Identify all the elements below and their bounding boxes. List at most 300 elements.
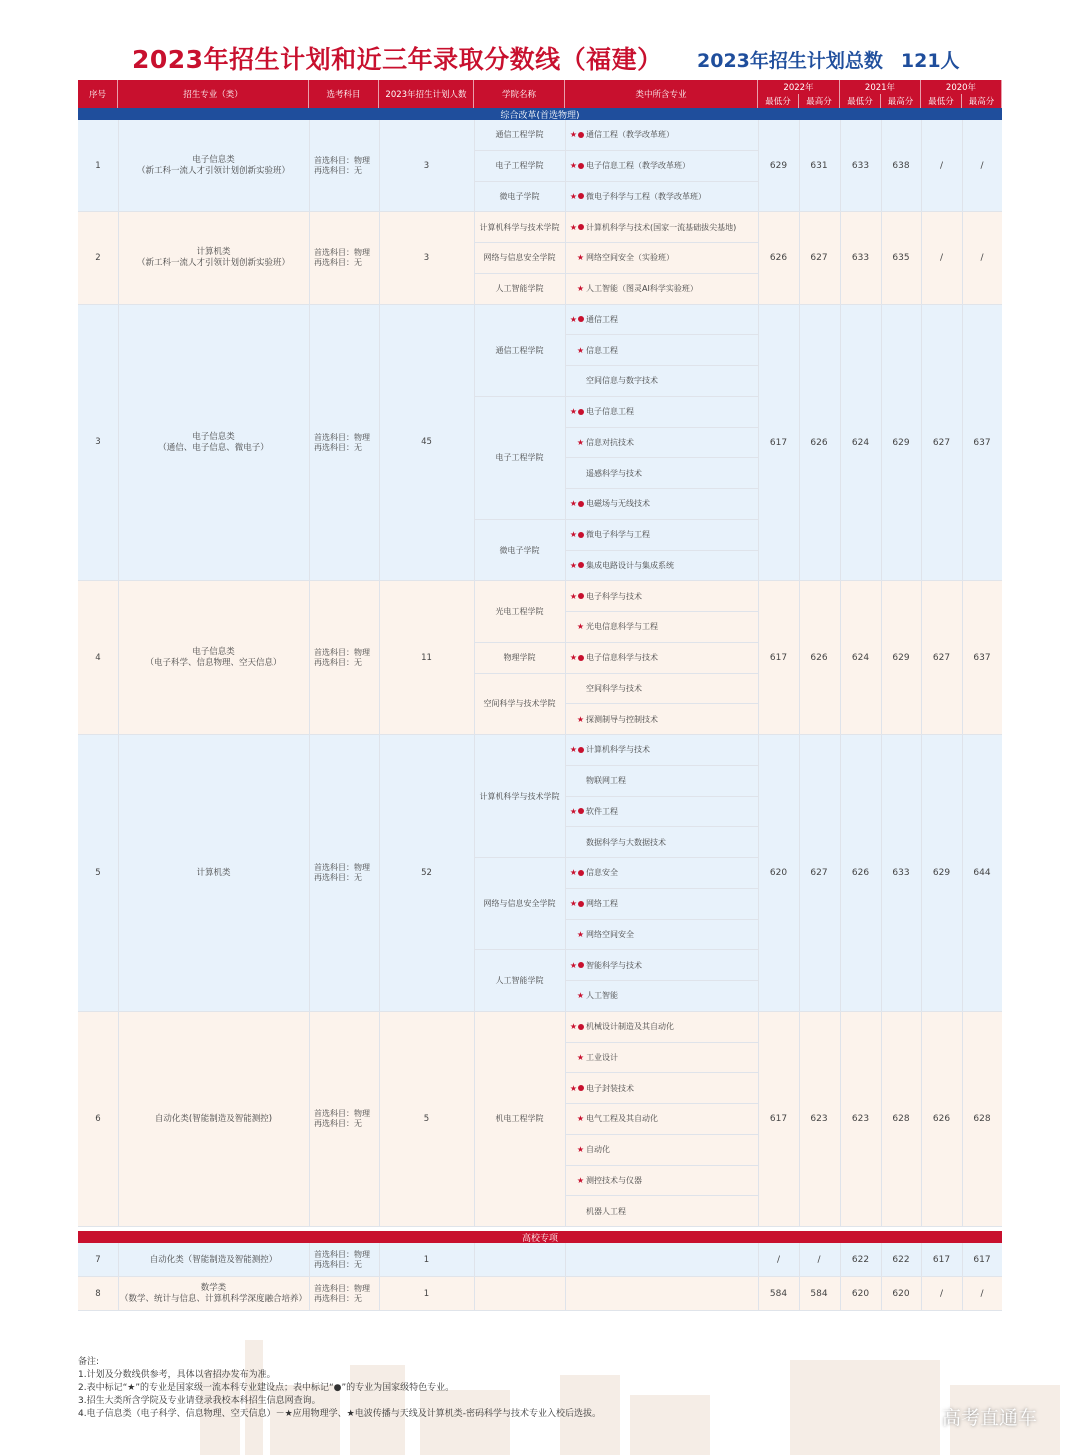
marker [565,499,584,508]
major-name [118,735,309,1012]
included-major-name: 工业设计 [586,1052,618,1062]
included-major [565,305,758,336]
marker [565,253,584,262]
column-divider [309,212,310,303]
major-name-line: 电子信息类 [192,647,235,658]
min-score: 633 [851,253,870,264]
subject-line: 再选科目：无 [314,658,362,668]
major-name-line: （新工科一流人才引领计划创新实验班） [136,258,290,269]
major-name-line: （通信、电子信息、微电子） [158,442,269,453]
subject-line: 首选科目：物理 [314,863,370,873]
column-divider [474,1277,475,1310]
subject-line: 再选科目：无 [314,442,362,452]
max-score: 637 [973,653,991,664]
star-icon: ★ [576,714,584,724]
star-icon: ★ [576,1175,584,1185]
header-major: 招生专业（类） [118,80,309,108]
min-score: 626 [851,868,870,879]
table-row [78,120,1002,212]
star-icon: ★ [569,314,577,324]
star-icon: ★ [576,991,584,1001]
included-major [565,182,758,213]
min-score: / [939,1289,944,1299]
header-year-2022: 2022年 [758,80,840,94]
column-divider [309,1012,310,1226]
marker [565,161,584,170]
major-name-line: 计算机类 [196,867,231,878]
star-icon: ★ [569,499,577,509]
included-major [565,212,758,243]
marker [565,315,584,324]
subject-line: 首选科目：物理 [314,1250,370,1259]
page-title: 2023年招生计划和近三年录取分数线（福建） [132,45,663,74]
star-icon: ★ [569,868,577,878]
included-major [565,827,758,858]
table-row [78,581,1002,735]
subject-line: 首选科目：物理 [314,1284,370,1293]
included-major-name: 信息对抗技术 [586,437,634,447]
included-major-name: 软件工程 [586,806,618,816]
star-icon: ★ [569,130,577,140]
included-major [565,674,758,705]
included-major [565,1104,758,1135]
included-major-name: 网络空间安全 [586,929,634,939]
included-major [565,520,758,551]
major-name-line: （电子科学、信息物理、空天信息） [145,658,282,669]
subject-line: 再选科目：无 [314,1294,362,1303]
major-name-line: 自动化类（智能制造及智能测控） [149,1254,278,1265]
subject-line: 首选科目：物理 [314,156,370,166]
dot-icon [578,593,584,599]
included-major [565,735,758,766]
college-name: 光电工程学院 [474,581,565,643]
plan-count: 45 [421,437,432,448]
row-number: 1 [95,160,101,171]
included-major-name: 探测制导与控制技术 [586,714,658,724]
marker [565,745,584,754]
row-number: 4 [95,652,101,663]
marker [565,1053,584,1062]
star-icon: ★ [569,1022,577,1032]
header-max: 最高分 [881,94,921,108]
dot-icon [578,132,584,138]
header-college: 学院名称 [474,80,565,108]
subject-line: 再选科目：无 [314,873,362,883]
major-name-line: （数学、统计与信息、计算机科学深度融合培养） [119,1294,307,1304]
included-major-name: 空间科学与技术 [586,683,642,693]
college-name: 微电子学院 [474,520,565,582]
dot-icon [578,962,584,968]
max-score: / [980,161,984,172]
included-major-name: 机械设计制造及其自动化 [586,1022,674,1032]
college-name: 计算机科学与技术学院 [474,735,565,858]
header-min: 最低分 [921,94,962,108]
column-divider [565,1243,566,1276]
max-score: 629 [892,437,910,448]
max-score: / [817,1255,821,1265]
plan-count: 5 [423,1113,430,1124]
column-divider [309,305,310,581]
dot-icon [578,747,584,753]
min-score: 623 [851,1114,870,1125]
included-major-name: 微电子科学与工程 [586,530,650,540]
total-label: 2023年招生计划总数 [697,50,883,72]
included-major [565,858,758,889]
included-major-name: 微电子科学与工程（教学改革班） [586,191,706,201]
min-score: 629 [932,868,951,879]
subject-requirement [314,648,380,668]
min-score: 617 [932,1255,951,1265]
min-score: 622 [851,1255,870,1265]
included-major-name: 电子信息科学与技术 [586,653,658,663]
star-icon: ★ [569,560,577,570]
star-icon: ★ [569,530,577,540]
college-name: 计算机科学与技术学院 [474,212,565,243]
included-major-name: 网络空间安全（实验班） [586,253,674,263]
included-major-name: 电子封装技术 [586,1083,634,1093]
max-score: 644 [973,868,991,879]
marker [565,192,584,201]
min-score: 627 [932,437,951,448]
subject-requirement [314,248,380,268]
max-score: 622 [892,1255,910,1265]
total-value: 121人 [900,50,960,72]
max-score: / [980,1289,984,1299]
dot-icon [578,901,584,907]
row-number: 5 [95,867,101,878]
min-score: 620 [769,868,788,879]
included-major [565,1073,758,1104]
included-major-name: 人工智能 [586,991,618,1001]
included-major-name: 计算机科学与技术(国家一流基础拔尖基地) [586,222,737,232]
dot-icon [578,409,584,415]
star-icon: ★ [576,253,584,263]
row-number: 2 [95,252,101,263]
included-major [565,981,758,1012]
plan-count: 1 [423,1288,430,1299]
major-name [118,1277,309,1311]
major-name [118,1243,309,1277]
max-score: 633 [892,868,910,879]
star-icon: ★ [576,1052,584,1062]
star-icon: ★ [569,222,577,232]
included-major [565,151,758,182]
min-score: 624 [851,653,870,664]
marker [565,807,584,816]
major-name-line: 自动化类(智能制造及智能测控) [154,1113,273,1124]
star-icon: ★ [569,407,577,417]
dot-icon [578,224,584,230]
subject-requirement [314,863,380,883]
college-name: 微电子学院 [474,182,565,213]
dot-icon [578,562,584,568]
marker [565,1176,584,1185]
min-score: 629 [769,161,788,172]
plan-count: 3 [423,252,430,263]
dot-icon [578,808,584,814]
included-major [565,551,758,582]
header-min: 最低分 [840,94,881,108]
header-included: 类中所含专业 [565,80,758,108]
dot-icon [578,1024,584,1030]
included-major [565,397,758,428]
college-name: 人工智能学院 [474,274,565,305]
marker [565,991,584,1000]
max-score: 623 [810,1114,828,1125]
included-major [565,1166,758,1197]
included-major [565,458,758,489]
included-major-name: 光电信息科学与工程 [586,622,658,632]
included-major-name: 自动化 [586,1145,610,1155]
college-name: 电子工程学院 [474,397,565,520]
college-name: 电子工程学院 [474,151,565,182]
included-major-name: 通信工程 [586,314,618,324]
column-divider [309,735,310,1011]
min-score: 617 [769,653,788,664]
included-major [565,274,758,305]
included-major-name: 计算机科学与技术 [586,745,650,755]
min-score: 617 [769,437,788,448]
min-score: 633 [851,161,870,172]
subject-line: 再选科目：无 [314,1119,362,1129]
table-row [78,735,1002,1012]
marker [565,899,584,908]
marker [565,438,584,447]
dot-icon [578,163,584,169]
marker [565,346,584,355]
row-number: 8 [95,1288,101,1299]
marker [565,284,584,293]
college-name: 通信工程学院 [474,305,565,397]
subject-line: 再选科目：无 [314,258,362,268]
included-major [565,766,758,797]
dot-icon [578,501,584,507]
table-row [78,1277,1002,1311]
included-major-name: 信息工程 [586,345,618,355]
star-icon: ★ [576,437,584,447]
marker [565,1084,584,1093]
included-major-name: 通信工程（教学改革班） [586,130,674,140]
header-no: 序号 [78,80,118,108]
college-name: 物理学院 [474,643,565,674]
major-name [118,1012,309,1227]
row-number: 6 [95,1113,101,1124]
included-major [565,1196,758,1227]
marker [565,622,584,631]
star-icon: ★ [569,960,577,970]
star-icon: ★ [576,929,584,939]
included-major-name: 机器人工程 [586,1206,626,1216]
marker [565,592,584,601]
subject-requirement [314,1284,380,1304]
included-major [565,1043,758,1074]
column-divider [565,1277,566,1310]
subject-line: 首选科目：物理 [314,648,370,658]
marker [565,961,584,970]
note-line: 2.表中标记“★”的专业是国家级一流本科专业建设点；表中标记“●”的专业为国家级特色专业。 [78,1383,455,1393]
major-name [118,120,309,212]
subject-requirement [314,1109,380,1129]
note-line: 4.电子信息类（电子科学、信息物理、空天信息）－★应用物理学、★电波传播与天线及计算机类-密码科学与技术专业入校后选拔。 [78,1409,601,1419]
subject-line: 首选科目：物理 [314,1109,370,1119]
max-score: 637 [973,437,991,448]
header-min: 最低分 [758,94,799,108]
included-major [565,243,758,274]
included-major [565,120,758,151]
included-major [565,920,758,951]
plan-count: 3 [423,160,430,171]
min-score: 626 [769,253,788,264]
college-name: 网络与信息安全学院 [474,858,565,950]
college-name: 通信工程学院 [474,120,565,151]
dot-icon [578,1085,584,1091]
major-name [118,581,309,735]
min-score: 624 [851,437,870,448]
included-major [565,889,758,920]
dot-icon [578,316,584,322]
subject-line: 再选科目：无 [314,1260,362,1269]
column-divider [309,581,310,734]
column-divider [309,1243,310,1276]
max-score: 617 [973,1255,991,1265]
included-major-name: 电子信息工程 [586,407,634,417]
major-name [118,212,309,304]
subject-requirement [314,156,380,176]
included-major [565,612,758,643]
star-icon: ★ [576,1145,584,1155]
section-band-comprehensive: 综合改革(首选物理) [78,108,1002,120]
major-name-line: 数学类 [200,1283,227,1293]
major-name-line: （新工科一流人才引领计划创新实验班） [136,166,290,177]
table-row [78,1012,1002,1227]
notes [78,1356,601,1421]
note-line: 3.招生大类所含学院及专业请登录我校本科招生信息网查询。 [78,1396,321,1406]
header-year-2021: 2021年 [840,80,921,94]
min-score: 617 [769,1114,788,1125]
marker [565,1145,584,1154]
row-number: 7 [95,1254,101,1265]
included-major [565,704,758,735]
major-name-line: 计算机类 [196,247,231,258]
section-band-special: 高校专项 [78,1231,1002,1243]
max-score: / [980,253,984,264]
included-major [565,1012,758,1043]
star-icon: ★ [576,1114,584,1124]
major-name [118,305,309,582]
college-name: 机电工程学院 [474,1012,565,1227]
min-score: 626 [932,1114,951,1125]
max-score: 631 [810,161,828,172]
total-plan [697,46,960,73]
marker [565,868,584,877]
column-divider [309,120,310,211]
included-major [565,581,758,612]
star-icon: ★ [569,745,577,755]
marker [565,930,584,939]
included-major-name: 遥感科学与技术 [586,468,642,478]
watermark: 高考直通车 [942,1407,1038,1429]
subject-line: 再选科目：无 [314,166,362,176]
included-major-name: 电子信息工程（教学改革班） [586,161,690,171]
included-major-name: 集成电路设计与集成系统 [586,560,674,570]
included-major [565,643,758,674]
included-major-name: 智能科学与技术 [586,960,642,970]
marker [565,530,584,539]
table-row [78,305,1002,582]
included-major [565,428,758,459]
college-name: 空间科学与技术学院 [474,674,565,736]
header-max: 最高分 [962,94,1002,108]
column-divider [474,1243,475,1276]
dot-icon [578,655,584,661]
max-score: 638 [892,161,910,172]
dot-icon [578,870,584,876]
included-major-name: 数据科学与大数据技术 [586,837,666,847]
included-major [565,366,758,397]
header-subject: 选考科目 [309,80,379,108]
college-name: 人工智能学院 [474,950,565,1012]
note-line: 备注: [78,1357,100,1367]
included-major-name: 空间信息与数字技术 [586,376,658,386]
table-header [78,80,1002,108]
included-major-name: 物联网工程 [586,776,626,786]
marker [565,407,584,416]
column-divider [309,1277,310,1310]
min-score: / [939,253,944,264]
included-major [565,950,758,981]
star-icon: ★ [569,161,577,171]
star-icon: ★ [569,1083,577,1093]
marker [565,1022,584,1031]
plan-count: 52 [421,867,432,878]
max-score: 635 [892,253,910,264]
max-score: 626 [810,653,828,664]
plan-count: 11 [421,652,432,663]
star-icon: ★ [569,191,577,201]
min-score: 584 [769,1289,788,1299]
included-major-name: 信息安全 [586,868,618,878]
included-major [565,489,758,520]
dot-icon [578,532,584,538]
major-name-line: 电子信息类 [192,155,235,166]
table-row [78,1243,1002,1277]
included-major [565,335,758,366]
included-major-name: 电磁场与无线技术 [586,499,650,509]
min-score: / [939,161,944,172]
header-year-2020: 2020年 [921,80,1002,94]
min-score: 627 [932,653,951,664]
included-major [565,797,758,828]
table-row [78,212,1002,304]
marker [565,223,584,232]
included-major-name: 人工智能（图灵AI科学实验班） [586,284,698,294]
star-icon: ★ [576,622,584,632]
max-score: 627 [810,868,828,879]
star-icon: ★ [569,591,577,601]
max-score: 628 [973,1114,991,1125]
max-score: 629 [892,653,910,664]
star-icon: ★ [569,806,577,816]
header-max: 最高分 [799,94,840,108]
max-score: 626 [810,437,828,448]
dot-icon [578,193,584,199]
star-icon: ★ [576,345,584,355]
max-score: 627 [810,253,828,264]
max-score: 628 [892,1114,910,1125]
note-line: 1.计划及分数线供参考，具体以省招办发布为准。 [78,1370,276,1380]
marker [565,130,584,139]
star-icon: ★ [569,653,577,663]
